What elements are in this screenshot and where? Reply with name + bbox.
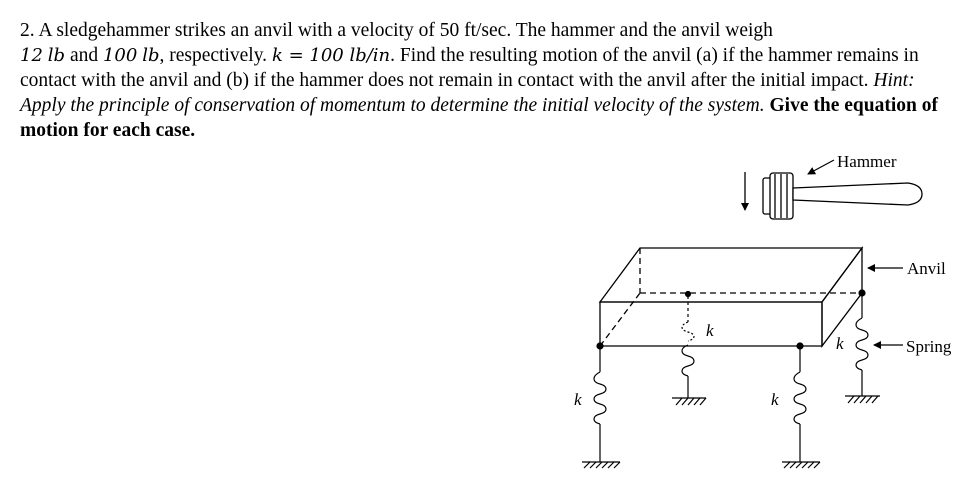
spring-k-label: k [771,390,779,409]
problem-number: 2. [20,20,35,41]
spring-front-right [782,343,820,468]
hammer-handle [793,183,922,205]
spring-k-label: k [836,334,844,353]
anvil-weight: 100 [102,45,138,66]
problem-text-part1: A sledgehammer strikes an anvil with a velocity of 50 ft/sec. The hammer and the anvil weigh [38,20,773,41]
problem-text-part2: . Find the resulting motion of the anvil (a) if the hammer remains in contact with the anvil and (b) if the hammer does not remain in contact with the anvil after the initial impact. [20,45,919,91]
spring-back-right [845,290,880,403]
spring-k-label: k [706,321,714,340]
instruction-text: Give the equation of motion for each case. [20,95,938,141]
hammer [745,172,922,219]
springs [582,290,880,468]
spring-back-left [672,292,706,406]
spring-front-left [582,343,620,468]
anvil-side-face [822,248,862,346]
hint-text: Hint: Apply the principle of conservation of momentum to determine the initial velocity of the system. [20,70,915,116]
unit-lb: lb [47,45,66,66]
hammer-callout-arrow [808,160,834,174]
anvil [600,248,862,346]
hammer-weight: 12 [20,45,43,66]
unit-lb: lb [142,45,160,66]
spring-label: Spring [906,337,952,356]
and-text: and [69,45,99,66]
stiffness-expression: k = 100 lb/in [271,45,391,66]
spring-k-label: k [574,390,582,409]
anvil-label: Anvil [907,259,946,278]
hammer-label: Hammer [837,152,897,171]
respectively-text: , respectively. [159,45,268,66]
